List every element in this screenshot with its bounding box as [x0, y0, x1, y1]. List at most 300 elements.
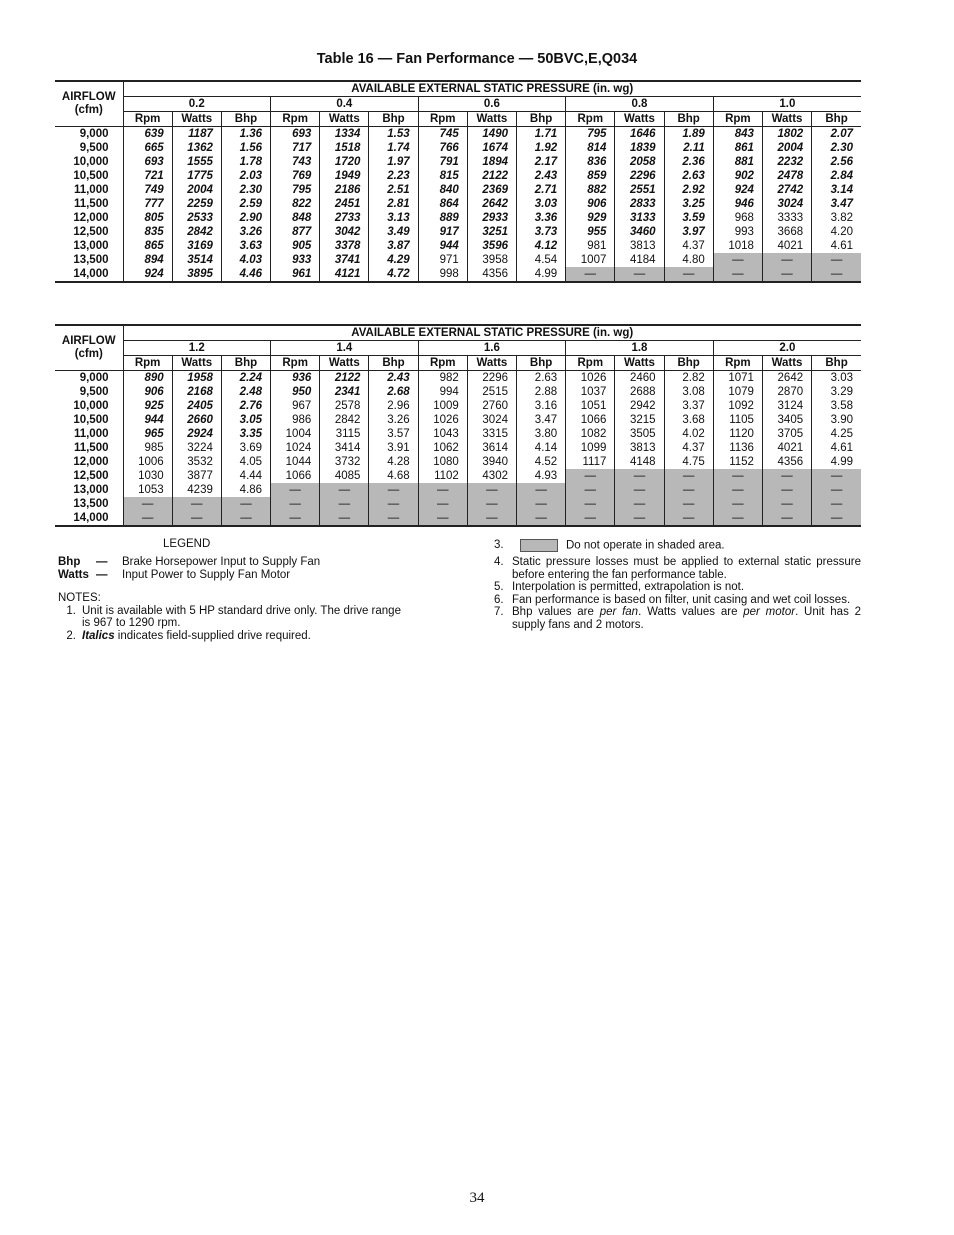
page-number: 34 [469, 1190, 485, 1206]
bhp-cell: 1.56 [221, 141, 270, 155]
rpm-cell: 766 [418, 141, 467, 155]
watts-cell: 2924 [172, 427, 221, 441]
rpm-cell: 1044 [271, 455, 320, 469]
bhp-cell: 3.91 [369, 441, 418, 455]
watts-cell: 4085 [320, 469, 369, 483]
rpm-cell: — [713, 483, 762, 497]
watts-cell: 3405 [762, 413, 811, 427]
watts-column-header: Watts [172, 112, 221, 127]
watts-column-header: Watts [615, 112, 664, 127]
rpm-cell: 889 [418, 211, 467, 225]
table-title: Table 16 — Fan Performance — 50BVC,E,Q034 [316, 51, 638, 67]
pressure-column-header: 2.0 [713, 341, 861, 356]
rpm-cell: 905 [271, 239, 320, 253]
rpm-column-header: Rpm [566, 112, 615, 127]
rpm-column-header: Rpm [566, 356, 615, 371]
bhp-cell: 1.53 [369, 127, 418, 142]
watts-cell: — [762, 497, 811, 511]
rpm-cell: 1120 [713, 427, 762, 441]
bhp-cell: 4.99 [517, 267, 566, 282]
bhp-cell: 3.80 [517, 427, 566, 441]
watts-cell: 2842 [320, 413, 369, 427]
rpm-cell: 1099 [566, 441, 615, 455]
rpm-cell: 882 [566, 183, 615, 197]
rpm-cell: 805 [123, 211, 172, 225]
watts-cell: — [172, 511, 221, 526]
bhp-cell: 4.54 [517, 253, 566, 267]
watts-cell: 2259 [172, 197, 221, 211]
note-3-text: Do not operate in shaded area. [566, 539, 725, 552]
watts-column-header: Watts [172, 356, 221, 371]
watts-cell: 2933 [467, 211, 516, 225]
rpm-column-header: Rpm [271, 112, 320, 127]
airflow-label: AIRFLOW [61, 335, 116, 347]
rpm-cell: 822 [271, 197, 320, 211]
rpm-cell: — [123, 511, 172, 526]
watts-cell: 3115 [320, 427, 369, 441]
watts-cell: 3732 [320, 455, 369, 469]
legend-watts-abbr: Watts [58, 569, 89, 581]
airflow-cell: 12,000 [55, 455, 123, 469]
watts-cell: 1555 [172, 155, 221, 169]
watts-cell: 1334 [320, 127, 369, 142]
watts-cell: 4184 [615, 253, 664, 267]
bhp-cell: 3.69 [221, 441, 270, 455]
bhp-cell: 3.26 [369, 413, 418, 427]
watts-cell: 2942 [615, 399, 664, 413]
legend-dash: — [96, 569, 108, 581]
watts-cell: 2451 [320, 197, 369, 211]
note-number: 1. [66, 604, 76, 617]
table-row [55, 469, 861, 483]
rpm-cell: — [418, 483, 467, 497]
rpm-cell: 743 [271, 155, 320, 169]
bhp-cell: — [664, 511, 713, 526]
watts-cell: 2296 [615, 169, 664, 183]
watts-cell: — [615, 511, 664, 526]
bhp-cell: 2.48 [221, 385, 270, 399]
bhp-cell: 3.47 [812, 197, 861, 211]
rpm-cell: 861 [713, 141, 762, 155]
watts-cell: 2122 [467, 169, 516, 183]
rpm-cell: 944 [418, 239, 467, 253]
rpm-cell: — [713, 469, 762, 483]
watts-cell: 2478 [762, 169, 811, 183]
table-row [55, 183, 861, 197]
watts-cell: 4021 [762, 441, 811, 455]
watts-cell: 1775 [172, 169, 221, 183]
bhp-cell: 2.68 [369, 385, 418, 399]
watts-cell: 3460 [615, 225, 664, 239]
watts-cell: — [172, 497, 221, 511]
rpm-cell: 1051 [566, 399, 615, 413]
bhp-cell: 4.28 [369, 455, 418, 469]
rpm-cell: 665 [123, 141, 172, 155]
note-1-line1: Unit is available with 5 HP standard drive only. The drive range [82, 604, 401, 617]
bhp-cell: 2.43 [369, 371, 418, 386]
bhp-cell: 3.16 [517, 399, 566, 413]
bhp-cell: 4.37 [664, 239, 713, 253]
table-row [55, 483, 861, 497]
pressure-column-header: 1.4 [271, 341, 419, 356]
bhp-cell: 2.23 [369, 169, 418, 183]
bhp-cell: 4.29 [369, 253, 418, 267]
bhp-cell: 4.68 [369, 469, 418, 483]
rpm-column-header: Rpm [123, 112, 172, 127]
rpm-cell: 1024 [271, 441, 320, 455]
watts-cell: — [467, 497, 516, 511]
watts-cell: — [762, 511, 811, 526]
rpm-cell: — [271, 511, 320, 526]
airflow-cell: 12,000 [55, 211, 123, 225]
note-6-text: Fan performance is based on filter, unit casing and wet coil losses. [512, 593, 851, 606]
bhp-cell: 3.82 [812, 211, 861, 225]
bhp-cell: 2.81 [369, 197, 418, 211]
bhp-cell: 3.05 [221, 413, 270, 427]
watts-cell: 3813 [615, 239, 664, 253]
watts-cell: 1490 [467, 127, 516, 142]
bhp-cell: 3.37 [664, 399, 713, 413]
bhp-cell: 4.25 [812, 427, 861, 441]
airflow-label: AIRFLOW [61, 91, 116, 103]
bhp-cell: 3.73 [517, 225, 566, 239]
watts-cell: 1362 [172, 141, 221, 155]
watts-cell: 1646 [615, 127, 664, 142]
watts-cell: 2833 [615, 197, 664, 211]
watts-cell: 1720 [320, 155, 369, 169]
rpm-cell: 1079 [713, 385, 762, 399]
bhp-cell: 3.29 [812, 385, 861, 399]
table-row [55, 497, 861, 511]
bhp-cell: 2.82 [664, 371, 713, 386]
rpm-cell: 1066 [271, 469, 320, 483]
watts-cell: 2578 [320, 399, 369, 413]
watts-cell: 2533 [172, 211, 221, 225]
watts-cell: 2232 [762, 155, 811, 169]
bhp-column-header: Bhp [664, 356, 713, 371]
rpm-cell: 1105 [713, 413, 762, 427]
pressure-column-header: 1.2 [123, 341, 271, 356]
table-row [55, 211, 861, 225]
bhp-column-header: Bhp [664, 112, 713, 127]
rpm-cell: 1018 [713, 239, 762, 253]
airflow-cell: 9,000 [55, 127, 123, 142]
rpm-cell: 982 [418, 371, 467, 386]
bhp-cell: 2.51 [369, 183, 418, 197]
note-7-part: . Watts values are [638, 606, 744, 619]
rpm-cell: — [713, 253, 762, 267]
watts-cell: — [467, 511, 516, 526]
watts-cell: 2642 [762, 371, 811, 386]
rpm-cell: — [713, 267, 762, 282]
airflow-cell: 11,000 [55, 183, 123, 197]
airflow-cell: 10,500 [55, 413, 123, 427]
airflow-cell: 11,500 [55, 197, 123, 211]
rpm-cell: 877 [271, 225, 320, 239]
rpm-cell: 1080 [418, 455, 467, 469]
bhp-cell: — [664, 267, 713, 282]
watts-cell: 3532 [172, 455, 221, 469]
rpm-cell: 693 [123, 155, 172, 169]
bhp-cell: 2.11 [664, 141, 713, 155]
watts-cell: 3315 [467, 427, 516, 441]
watts-cell: 2369 [467, 183, 516, 197]
bhp-cell: 1.89 [664, 127, 713, 142]
airflow-header [55, 325, 123, 371]
watts-cell: 2760 [467, 399, 516, 413]
bhp-cell: 4.93 [517, 469, 566, 483]
bhp-cell: — [664, 483, 713, 497]
pressure-column-header: 0.2 [123, 97, 271, 112]
bhp-cell: 4.61 [812, 239, 861, 253]
bhp-cell: 2.56 [812, 155, 861, 169]
watts-cell: 1949 [320, 169, 369, 183]
bhp-cell: 2.84 [812, 169, 861, 183]
table-row [55, 197, 861, 211]
watts-cell: — [467, 483, 516, 497]
table-row [55, 267, 861, 282]
watts-column-header: Watts [320, 356, 369, 371]
watts-cell: 2742 [762, 183, 811, 197]
bhp-cell: 1.92 [517, 141, 566, 155]
airflow-cell: 10,500 [55, 169, 123, 183]
rpm-cell: 881 [713, 155, 762, 169]
rpm-cell: 777 [123, 197, 172, 211]
note-number: 4. [494, 556, 504, 569]
watts-cell: — [615, 497, 664, 511]
watts-cell: 3895 [172, 267, 221, 282]
airflow-cell: 9,000 [55, 371, 123, 386]
bhp-cell: 2.90 [221, 211, 270, 225]
bhp-cell: 3.47 [517, 413, 566, 427]
note-number: 3. [494, 539, 504, 551]
bhp-cell: — [517, 511, 566, 526]
watts-cell: 3169 [172, 239, 221, 253]
note-2-rest: indicates field-supplied drive required. [114, 629, 311, 642]
watts-cell: 2058 [615, 155, 664, 169]
rpm-cell: 985 [123, 441, 172, 455]
bhp-cell: 3.13 [369, 211, 418, 225]
rpm-cell: — [123, 497, 172, 511]
watts-cell: 2870 [762, 385, 811, 399]
watts-cell: 2296 [467, 371, 516, 386]
bhp-cell: — [812, 267, 861, 282]
rpm-cell: 1092 [713, 399, 762, 413]
rpm-column-header: Rpm [123, 356, 172, 371]
rpm-cell: 955 [566, 225, 615, 239]
watts-cell: — [615, 469, 664, 483]
bhp-cell: 2.24 [221, 371, 270, 386]
rpm-cell: 1009 [418, 399, 467, 413]
airflow-cell: 13,000 [55, 483, 123, 497]
airflow-unit: (cfm) [74, 348, 103, 360]
fan-performance-table-low [55, 80, 861, 283]
rpm-cell: 946 [713, 197, 762, 211]
rpm-cell: 906 [123, 385, 172, 399]
pressure-column-header: 1.8 [566, 341, 714, 356]
rpm-cell: — [713, 511, 762, 526]
bhp-cell: 1.74 [369, 141, 418, 155]
bhp-cell: 3.59 [664, 211, 713, 225]
rpm-column-header: Rpm [418, 356, 467, 371]
watts-cell: 3958 [467, 253, 516, 267]
rpm-cell: 835 [123, 225, 172, 239]
table-row [55, 127, 861, 142]
pressure-column-header: 0.6 [418, 97, 566, 112]
airflow-cell: 13,500 [55, 497, 123, 511]
rpm-cell: 924 [123, 267, 172, 282]
bhp-cell: 2.17 [517, 155, 566, 169]
watts-cell: 2004 [762, 141, 811, 155]
bhp-cell: 2.30 [812, 141, 861, 155]
note-1 [58, 605, 438, 630]
table-row [55, 169, 861, 183]
rpm-column-header: Rpm [713, 112, 762, 127]
watts-cell: 2688 [615, 385, 664, 399]
note-number: 6. [494, 593, 504, 606]
watts-cell: 2515 [467, 385, 516, 399]
rpm-cell: — [566, 483, 615, 497]
rpm-cell: 795 [566, 127, 615, 142]
bhp-cell: 4.20 [812, 225, 861, 239]
bhp-cell: 1.97 [369, 155, 418, 169]
legend-watts-def: Input Power to Supply Fan Motor [122, 569, 291, 581]
rpm-cell: — [566, 497, 615, 511]
table-row [55, 441, 861, 455]
table-row [55, 141, 861, 155]
bhp-cell: 4.75 [664, 455, 713, 469]
note-1-line2: is 967 to 1290 rpm. [82, 617, 181, 629]
rpm-cell: 864 [418, 197, 467, 211]
airflow-cell: 9,500 [55, 385, 123, 399]
rpm-cell: — [271, 483, 320, 497]
rpm-cell: 1053 [123, 483, 172, 497]
legend-bhp-def: Brake Horsepower Input to Supply Fan [122, 556, 321, 568]
pressure-column-header: 1.0 [713, 97, 861, 112]
bhp-cell: — [221, 497, 270, 511]
watts-cell: 3124 [762, 399, 811, 413]
rpm-cell: 986 [271, 413, 320, 427]
watts-cell: — [615, 483, 664, 497]
bhp-cell: 3.26 [221, 225, 270, 239]
watts-cell: 2122 [320, 371, 369, 386]
bhp-cell: 3.49 [369, 225, 418, 239]
bhp-cell: — [221, 511, 270, 526]
watts-cell: — [762, 483, 811, 497]
bhp-cell: 4.80 [664, 253, 713, 267]
note-4 [494, 556, 861, 581]
watts-cell: 3940 [467, 455, 516, 469]
bhp-cell: 2.07 [812, 127, 861, 142]
bhp-cell: 4.86 [221, 483, 270, 497]
note-number: 5. [494, 581, 504, 594]
pressure-header: AVAILABLE EXTERNAL STATIC PRESSURE (in. wg) [123, 81, 861, 97]
bhp-cell: — [664, 469, 713, 483]
bhp-cell: 3.35 [221, 427, 270, 441]
rpm-cell: 1007 [566, 253, 615, 267]
watts-cell: 1802 [762, 127, 811, 142]
bhp-cell: — [812, 497, 861, 511]
watts-cell: 2660 [172, 413, 221, 427]
note-number: 2. [66, 629, 76, 642]
bhp-cell: 2.88 [517, 385, 566, 399]
notes-left [58, 592, 438, 642]
watts-cell: 2551 [615, 183, 664, 197]
bhp-column-header: Bhp [517, 112, 566, 127]
note-5-text: Interpolation is permitted, extrapolation is not. [512, 581, 745, 594]
rpm-cell: 998 [418, 267, 467, 282]
bhp-cell: 3.08 [664, 385, 713, 399]
watts-cell: 3378 [320, 239, 369, 253]
watts-column-header: Watts [615, 356, 664, 371]
bhp-cell: 3.57 [369, 427, 418, 441]
watts-cell: 2842 [172, 225, 221, 239]
note-7-part: Bhp values are [512, 606, 600, 619]
bhp-cell: — [812, 469, 861, 483]
pressure-column-header: 1.6 [418, 341, 566, 356]
watts-column-header: Watts [762, 112, 811, 127]
rpm-cell: 929 [566, 211, 615, 225]
rpm-cell: — [566, 469, 615, 483]
bhp-cell: 2.96 [369, 399, 418, 413]
rpm-cell: 745 [418, 127, 467, 142]
watts-column-header: Watts [762, 356, 811, 371]
rpm-cell: 848 [271, 211, 320, 225]
rpm-cell: 639 [123, 127, 172, 142]
airflow-cell: 14,000 [55, 267, 123, 282]
watts-cell: 3741 [320, 253, 369, 267]
rpm-cell: 924 [713, 183, 762, 197]
notes-right [494, 539, 861, 631]
rpm-cell: 925 [123, 399, 172, 413]
bhp-cell: 2.03 [221, 169, 270, 183]
bhp-cell: — [369, 497, 418, 511]
rpm-cell: 1004 [271, 427, 320, 441]
bhp-cell: 3.63 [221, 239, 270, 253]
watts-cell: 1187 [172, 127, 221, 142]
pressure-column-header: 0.8 [566, 97, 714, 112]
fan-performance-table-high [55, 324, 861, 527]
rpm-cell: 1152 [713, 455, 762, 469]
airflow-header [55, 81, 123, 127]
watts-cell: 1839 [615, 141, 664, 155]
rpm-cell: 971 [418, 253, 467, 267]
rpm-column-header: Rpm [271, 356, 320, 371]
airflow-cell: 9,500 [55, 141, 123, 155]
watts-cell: 2405 [172, 399, 221, 413]
note-number: 7. [494, 606, 504, 619]
watts-cell: 3333 [762, 211, 811, 225]
bhp-column-header: Bhp [517, 356, 566, 371]
bhp-cell: 2.43 [517, 169, 566, 183]
rpm-cell: 1136 [713, 441, 762, 455]
rpm-cell: — [418, 511, 467, 526]
bhp-cell: 3.87 [369, 239, 418, 253]
watts-cell: 3813 [615, 441, 664, 455]
bhp-cell: 2.30 [221, 183, 270, 197]
rpm-cell: 902 [713, 169, 762, 183]
watts-cell: 4302 [467, 469, 516, 483]
watts-cell: 4356 [467, 267, 516, 282]
airflow-cell: 11,000 [55, 427, 123, 441]
bhp-cell: 4.14 [517, 441, 566, 455]
rpm-cell: 865 [123, 239, 172, 253]
rpm-cell: 950 [271, 385, 320, 399]
bhp-cell: 2.63 [517, 371, 566, 386]
shaded-area-swatch [520, 539, 558, 552]
rpm-cell: — [271, 497, 320, 511]
watts-cell: — [762, 469, 811, 483]
